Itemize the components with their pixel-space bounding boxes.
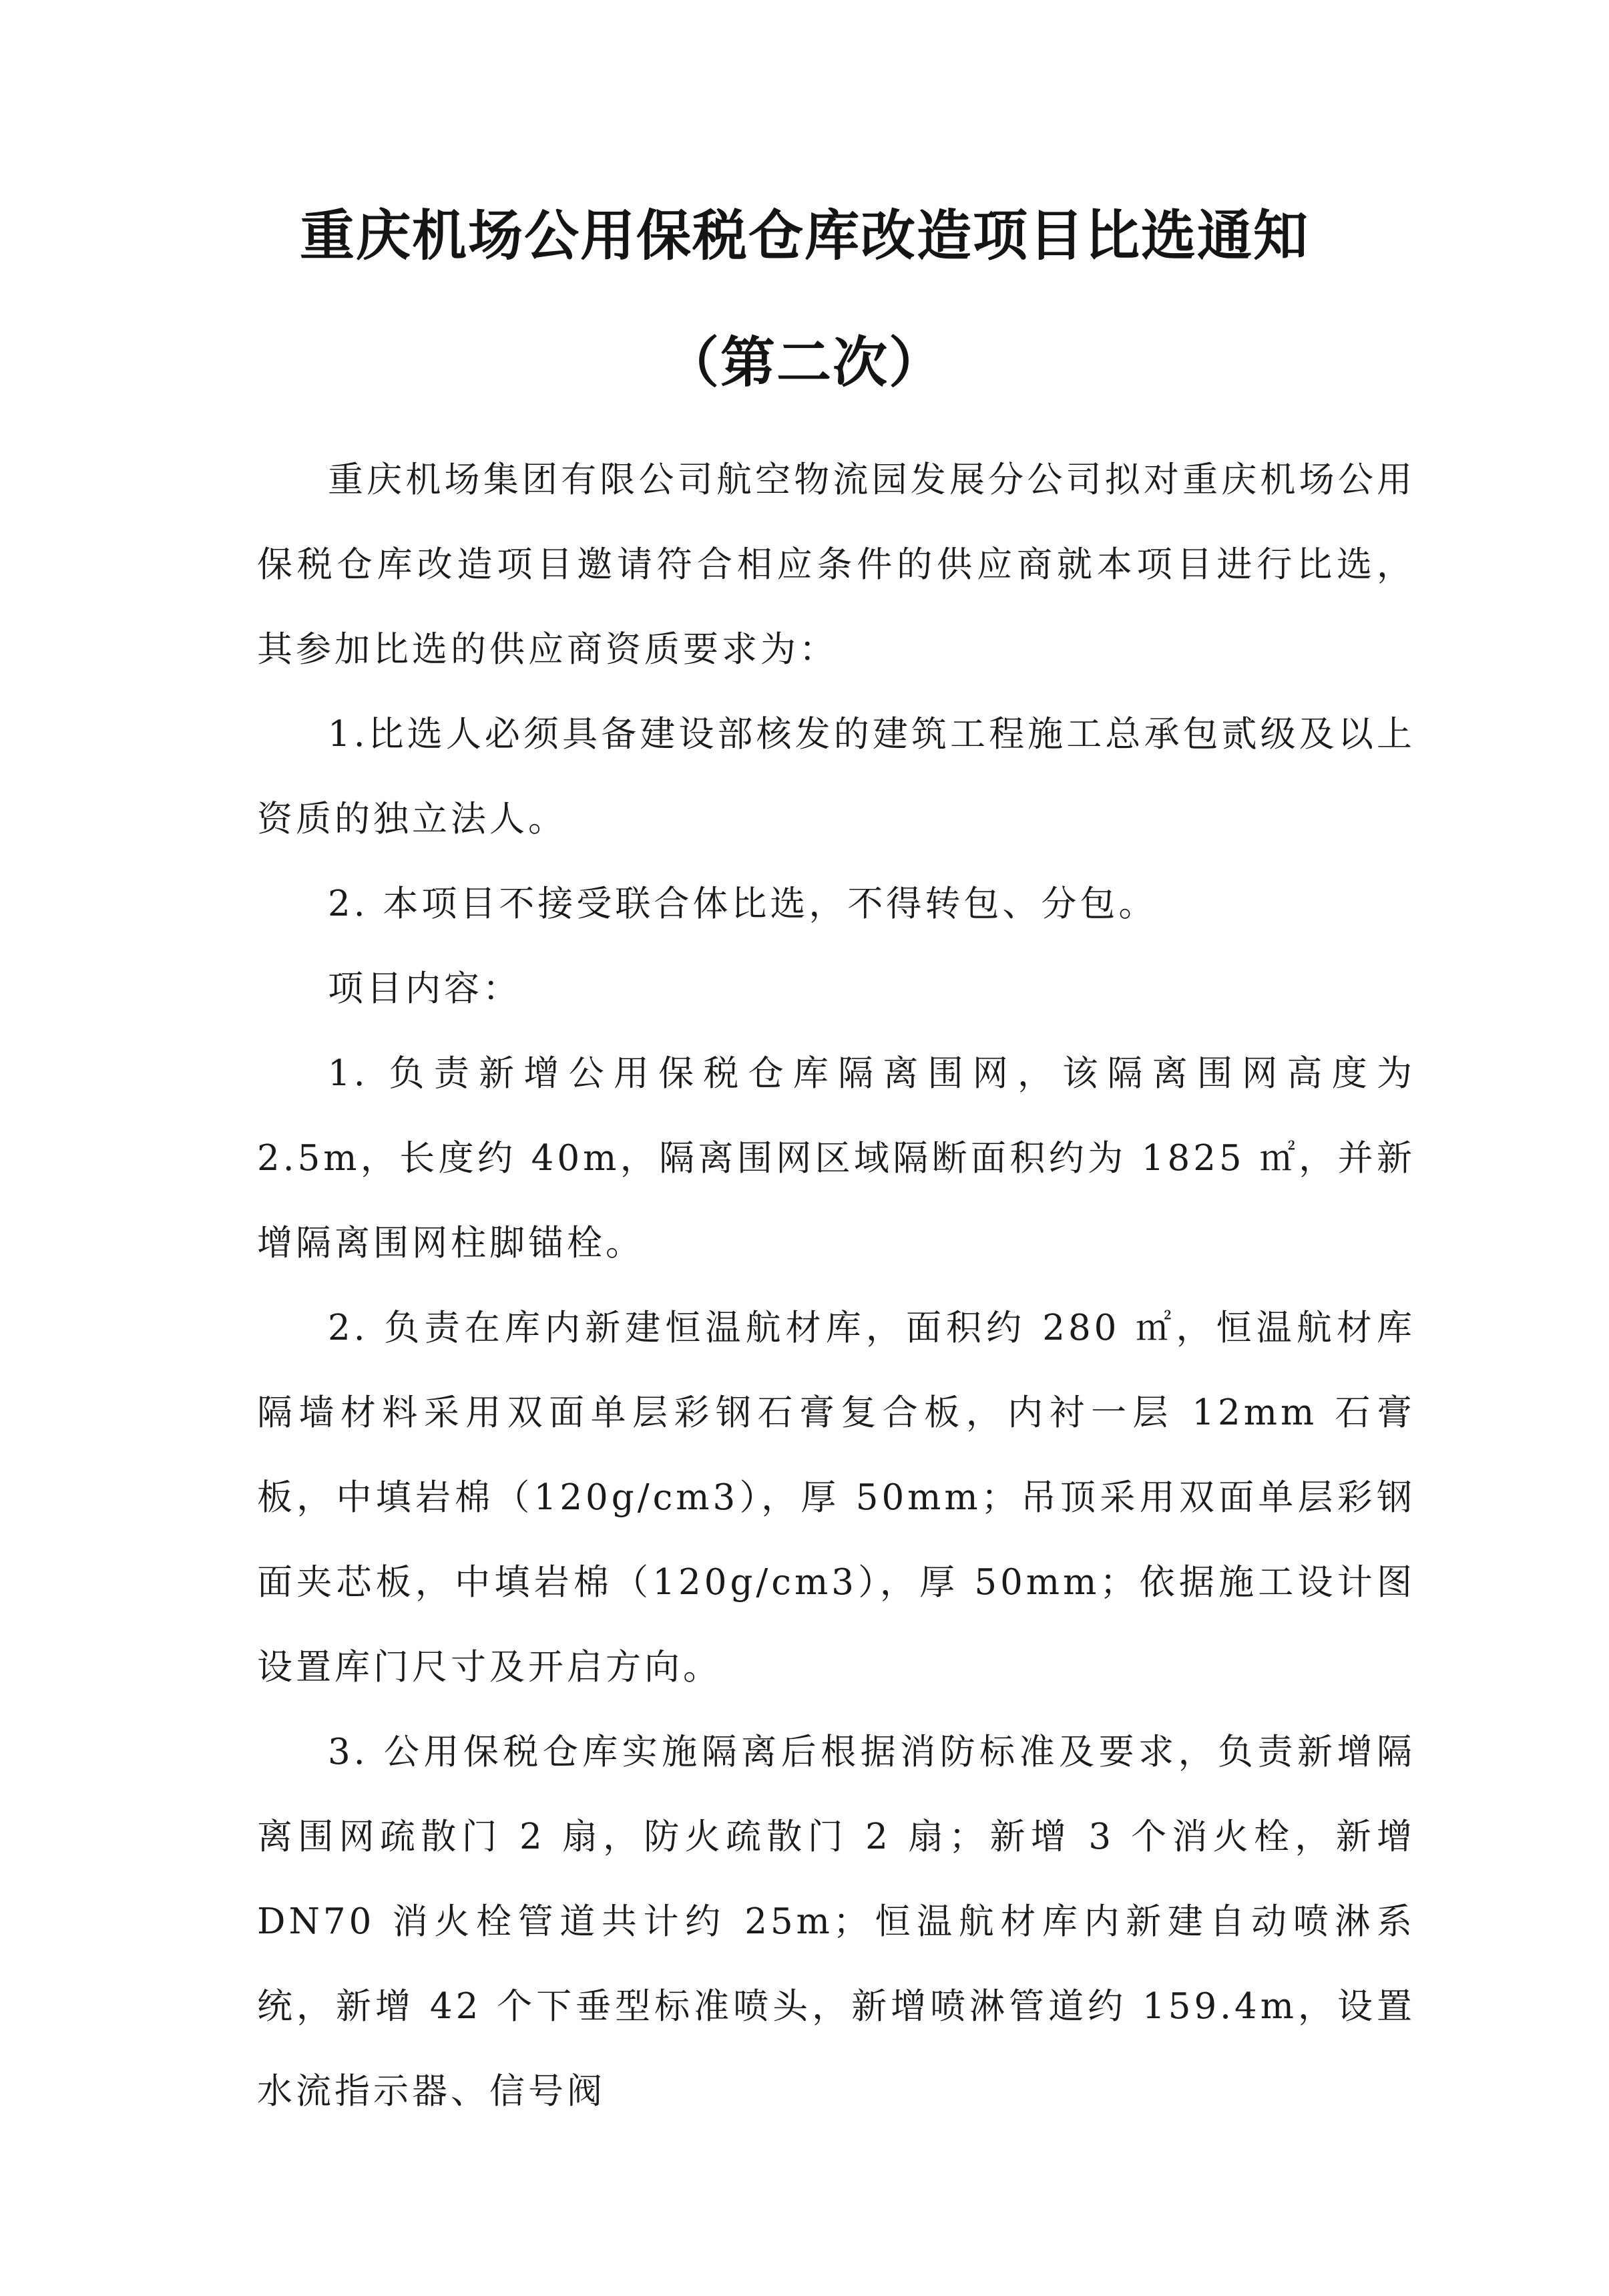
document-body	[257, 437, 1415, 2134]
project-content-heading: 项目内容：	[328, 968, 521, 1009]
document-title: 重庆机场公用保税仓库改造项目比选通知	[299, 204, 1309, 268]
requirement-2: 2. 本项目不接受联合体比选，不得转包、分包。	[328, 884, 1158, 924]
content-item-3: 3. 公用保税仓库实施隔离后根据消防标准及要求，负责新增隔离围网疏散门 2 扇，防火疏散门 2 扇；新增 3 个消火栓，新增 DN70 消火栓管道共计约 25m；恒温航材库内新建自动喷淋系统，新增 42 个下垂型标准喷头，新增喷淋管道约 159.4m，设置水流指示器、信号阀	[257, 1732, 1415, 2112]
requirement-1: 1.比选人必须具备建设部核发的建筑工程施工总承包贰级及以上资质的独立法人。	[257, 714, 1415, 839]
content-item-2: 2. 负责在库内新建恒温航材库，面积约 280 ㎡，恒温航材库隔墙材料采用双面单层彩钢石膏复合板，内衬一层 12mm 石膏板，中填岩棉（120g/cm3），厚 50mm；吊顶采用双面单层彩钢面夹芯板，中填岩棉（120g/cm3），厚 50mm；依据施工设计图设置库门尺寸及开启方向。	[257, 1308, 1415, 1688]
document-subtitle: （第二次）	[664, 331, 945, 395]
content-item-1: 1. 负责新增公用保税仓库隔离围网，该隔离围网高度为 2.5m，长度约 40m，隔离围网区域隔断面积约为 1825 ㎡，并新增隔离围网柱脚锚栓。	[257, 1053, 1415, 1264]
intro-paragraph: 重庆机场集团有限公司航空物流园发展分公司拟对重庆机场公用保税仓库改造项目邀请符合相应条件的供应商就本项目进行比选，其参加比选的供应商资质要求为：	[257, 459, 1415, 670]
